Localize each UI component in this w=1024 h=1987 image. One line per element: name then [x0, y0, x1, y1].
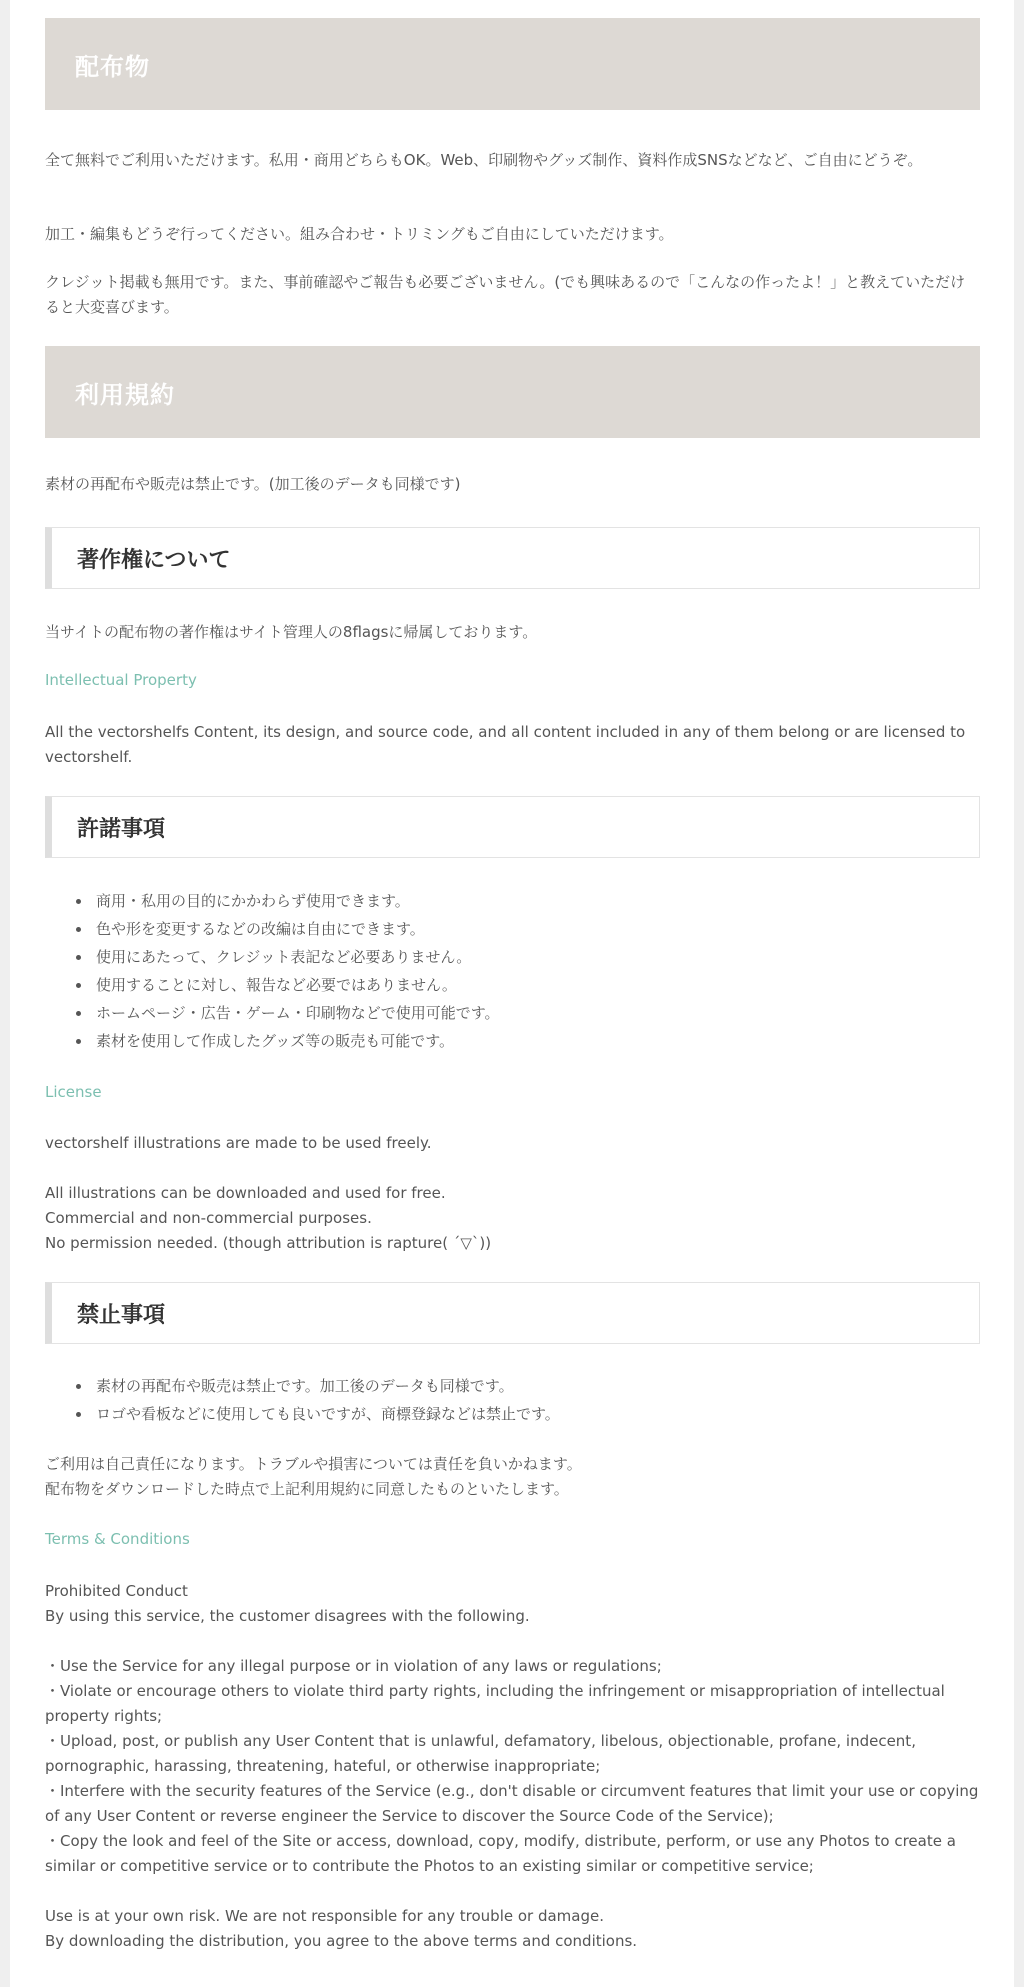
copyright-paragraph-2: All the vectorshelfs Content, its design, and source code, and all content included in any of them belong or are licensed to vectorshelf.: [45, 723, 966, 766]
terms-conditions-label: Terms & Conditions: [45, 1530, 190, 1548]
allowed-line: All illustrations can be downloaded and used for free.: [45, 1184, 446, 1202]
page: [10, 0, 1014, 1987]
closing-paragraph: [45, 1904, 980, 1954]
rule-item: ・Interfere with the security features of the Service (e.g., don't disable or circumvent features that limit your use or copying of any User Content or reverse engineer the Service to discover the Source Code of the Service);: [45, 1782, 979, 1825]
allowed-list: [45, 887, 992, 1055]
list-item: • 商用・私用の目的にかかわらず使用できます。: [92, 887, 992, 915]
list-item: • 使用にあたって、クレジット表記など必要ありません。: [92, 943, 992, 971]
allowed-paragraph-2: [45, 1181, 980, 1256]
rule-item: ・Copy the look and feel of the Site or access, download, copy, modify, distribute, perform, or use any Photos to create a similar or competitive service or to contribute the Photos to an existing similar or competitive service;: [45, 1832, 956, 1875]
prohibited-list: [45, 1372, 992, 1428]
closing-line: Use is at your own risk. We are not responsible for any trouble or damage.: [45, 1907, 605, 1925]
riyou-paragraph-1: 素材の再配布や販売は禁止です。(加工後のデータも同様です): [45, 475, 461, 493]
allowed-line: Commercial and non-commercial purposes.: [45, 1209, 372, 1227]
section-heading-haifu: 配布物: [45, 18, 980, 110]
prohibited-paragraph-1: [45, 1452, 980, 1502]
prohibited-line: Prohibited Conduct: [45, 1582, 188, 1600]
subheading-allowed: 許諾事項: [45, 796, 980, 858]
allowed-paragraph-1: vectorshelf illustrations are made to be used freely.: [45, 1134, 432, 1152]
license-label: License: [45, 1083, 102, 1101]
rule-item: ・Use the Service for any illegal purpose or in violation of any laws or regulations;: [45, 1657, 662, 1675]
copyright-paragraph-1: 当サイトの配布物の著作権はサイト管理人の8flagsに帰属しております。: [45, 623, 538, 641]
haifu-paragraph-2: 加工・編集もどうぞ行ってください。組み合わせ・トリミングもご自由にしていただけます。: [45, 225, 674, 243]
haifu-paragraph-1: 全て無料でご利用いただけます。私用・商用どちらもOK。Web、印刷物やグッズ制作、資料作成SNSなどなど、ご自由にどうぞ。: [45, 151, 923, 169]
prohibited-rules: [45, 1654, 980, 1879]
section-heading-riyou: 利用規約: [45, 346, 980, 438]
rule-item: ・Violate or encourage others to violate third party rights, including the infringement or misappropriation of intellectual property rights;: [45, 1682, 945, 1725]
intellectual-property-label: Intellectual Property: [45, 671, 197, 689]
prohibited-line: ご利用は自己責任になります。トラブルや損害については責任を負いかねます。: [45, 1455, 582, 1473]
allowed-line: No permission needed. (though attribution is rapture( ´▽`)): [45, 1234, 492, 1252]
haifu-paragraph-3: クレジット掲載も無用です。また、事前確認やご報告も必要ございません。(でも興味あるので「こんなの作ったよ！」と教えていただけると大変喜びます。: [45, 273, 966, 316]
list-item: • 素材の再配布や販売は禁止です。加工後のデータも同様です。: [92, 1372, 992, 1400]
closing-line: By downloading the distribution, you agree to the above terms and conditions.: [45, 1932, 638, 1950]
subheading-copyright: 著作権について: [45, 527, 980, 589]
list-item: • ホームページ・広告・ゲーム・印刷物などで使用可能です。: [92, 999, 992, 1027]
prohibited-paragraph-2: [45, 1579, 980, 1629]
prohibited-line: By using this service, the customer disagrees with the following.: [45, 1607, 530, 1625]
subheading-prohibited: 禁止事項: [45, 1282, 980, 1344]
list-item: • 素材を使用して作成したグッズ等の販売も可能です。: [92, 1027, 992, 1055]
list-item: • 使用することに対し、報告など必要ではありません。: [92, 971, 992, 999]
prohibited-line: 配布物をダウンロードした時点で上記利用規約に同意したものといたします。: [45, 1480, 569, 1498]
list-item: • ロゴや看板などに使用しても良いですが、商標登録などは禁止です。: [92, 1400, 992, 1428]
list-item: • 色や形を変更するなどの改編は自由にできます。: [92, 915, 992, 943]
rule-item: ・Upload, post, or publish any User Content that is unlawful, defamatory, libelous, objectionable, profane, indecent, pornographic, harassing, threatening, hateful, or otherwise inappropriate;: [45, 1732, 916, 1775]
